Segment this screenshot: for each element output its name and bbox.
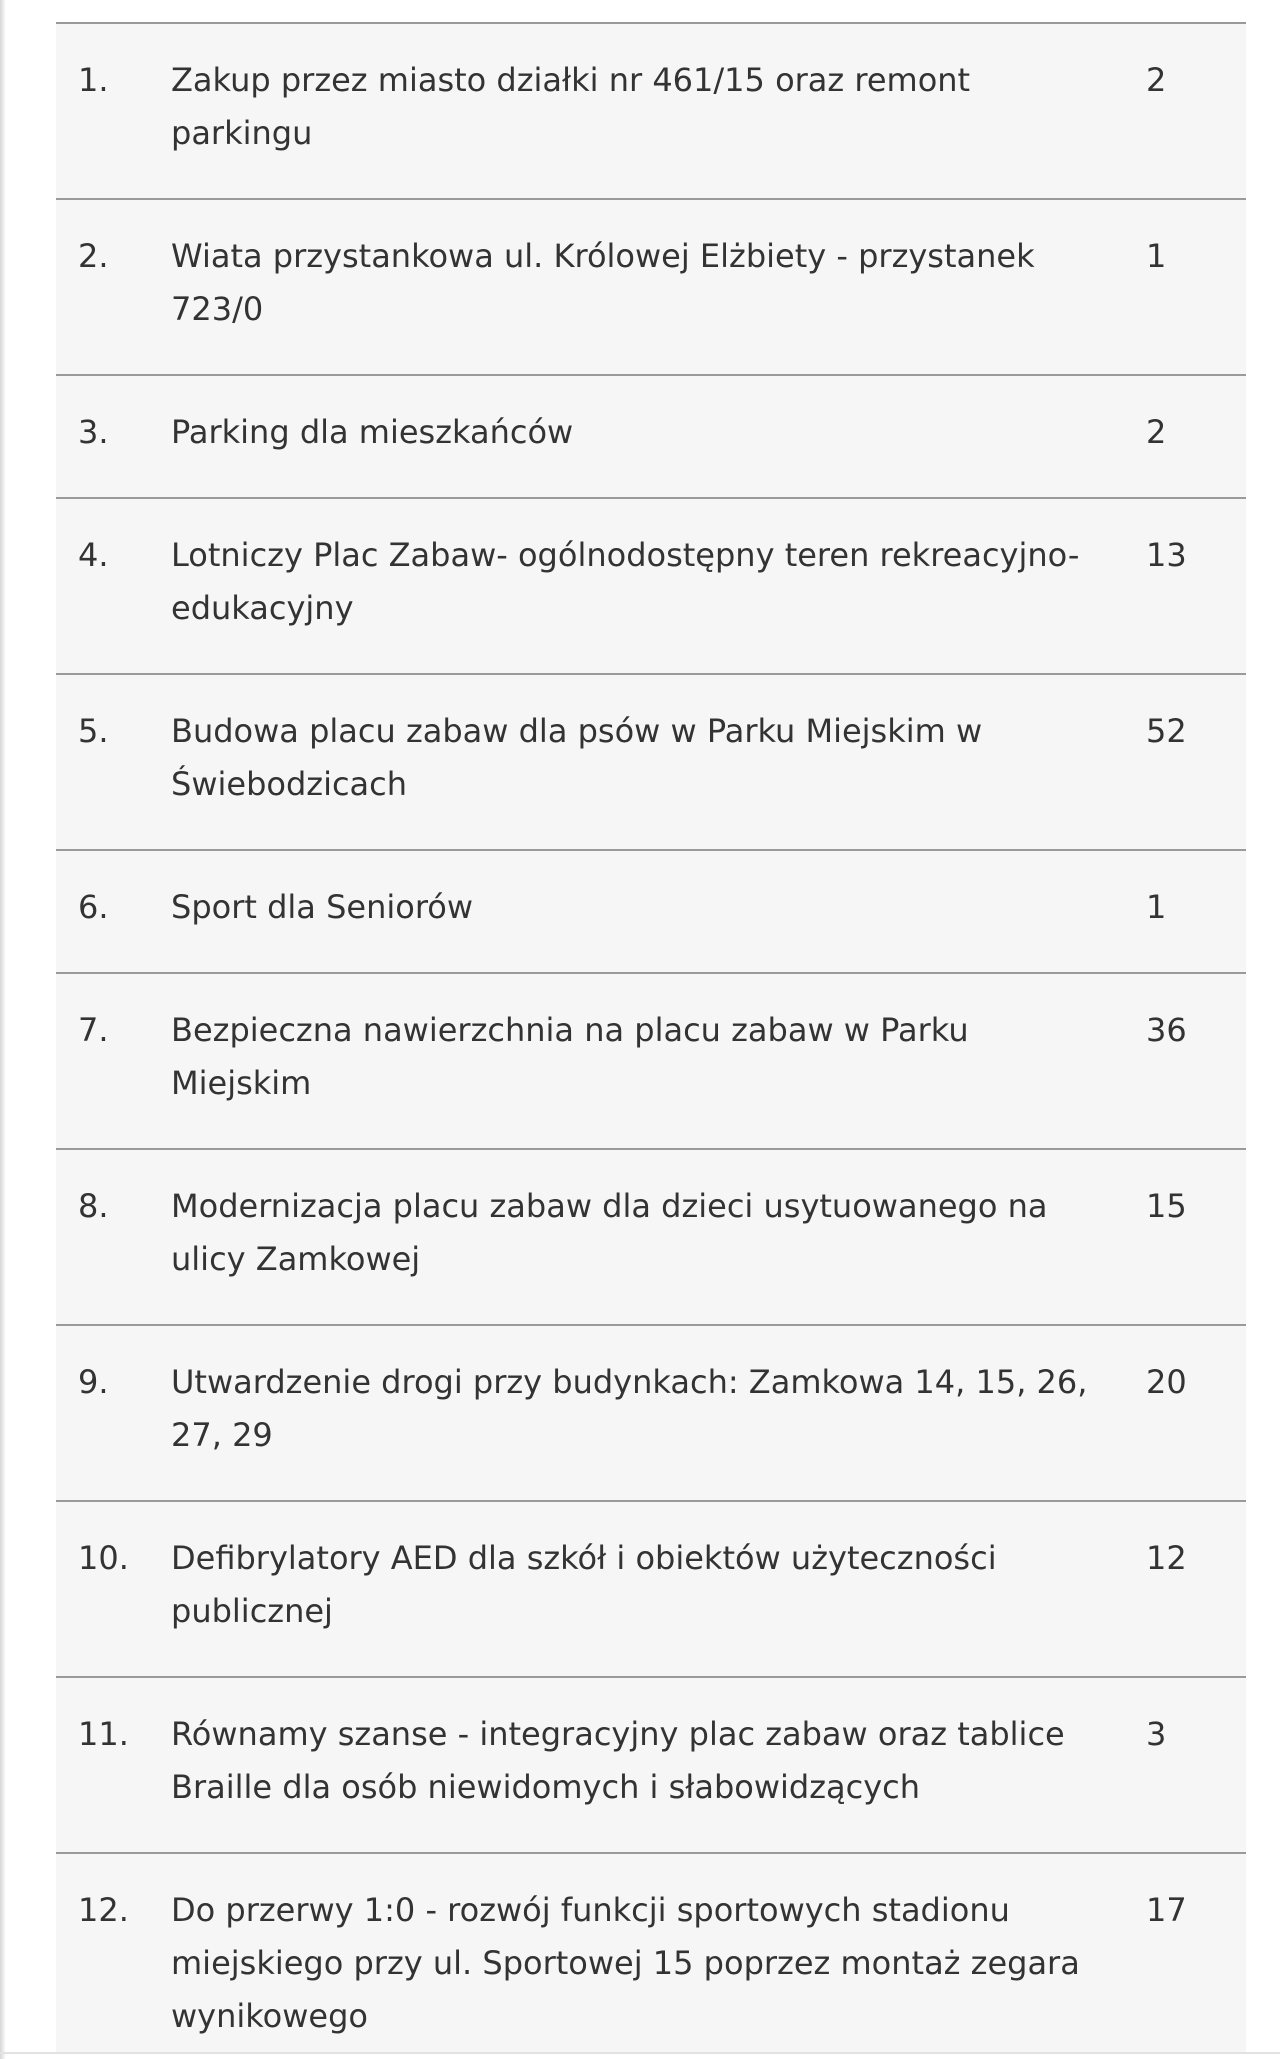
row-number: 9.: [78, 1363, 109, 1401]
projects-table: [56, 22, 1246, 2054]
table-row: [56, 376, 1246, 499]
table-row: [56, 851, 1246, 974]
table-row: [56, 499, 1246, 675]
table-row: [56, 1854, 1246, 2054]
row-number: 3.: [78, 413, 109, 451]
project-name: Do przerwy 1:0 - rozwój funkcji sportowych stadionu miejskiego przy ul. Sportowej 15 poprzez montaż zegara wynikowego: [171, 1891, 1080, 2035]
vote-count: 3: [1146, 1715, 1167, 1753]
vote-count: 2: [1146, 61, 1167, 99]
project-name: Modernizacja placu zabaw dla dzieci usytuowanego na ulicy Zamkowej: [171, 1187, 1048, 1278]
project-name: Utwardzenie drogi przy budynkach: Zamkowa 14, 15, 26, 27, 29: [171, 1363, 1088, 1454]
project-name: Równamy szanse - integracyjny plac zabaw oraz tablice Braille dla osób niewidomych i słabowidzących: [171, 1715, 1065, 1806]
row-number: 11.: [78, 1715, 129, 1753]
vote-count: 12: [1146, 1539, 1187, 1577]
row-number: 6.: [78, 888, 109, 926]
table-row: [56, 200, 1246, 376]
table-row: [56, 974, 1246, 1150]
row-number: 8.: [78, 1187, 109, 1225]
project-name: Bezpieczna nawierzchnia na placu zabaw w Parku Miejskim: [171, 1011, 969, 1102]
row-number: 5.: [78, 712, 109, 750]
table-row: [56, 1326, 1246, 1502]
vote-count: 1: [1146, 888, 1167, 926]
project-name: Zakup przez miasto działki nr 461/15 oraz remont parkingu: [171, 61, 971, 152]
project-name: Lotniczy Plac Zabaw- ogólnodostępny teren rekreacyjno- edukacyjny: [171, 536, 1080, 627]
vote-count: 2: [1146, 413, 1167, 451]
vote-count: 13: [1146, 536, 1187, 574]
row-number: 1.: [78, 61, 109, 99]
table-row: [56, 1502, 1246, 1678]
vote-count: 52: [1146, 712, 1187, 750]
vote-count: 1: [1146, 237, 1167, 275]
table-row: [56, 1150, 1246, 1326]
project-name: Budowa placu zabaw dla psów w Parku Miejskim w Świebodzicach: [171, 712, 983, 803]
row-number: 10.: [78, 1539, 129, 1577]
table-row: [56, 24, 1246, 200]
left-edge-shadow: [0, 0, 6, 2059]
vote-count: 15: [1146, 1187, 1187, 1225]
table-row: [56, 1678, 1246, 1854]
vote-count: 20: [1146, 1363, 1187, 1401]
vote-count: 36: [1146, 1011, 1187, 1049]
row-number: 12.: [78, 1891, 129, 1929]
page-bottom-divider: [0, 2052, 1280, 2054]
project-name: Sport dla Seniorów: [171, 888, 474, 926]
row-number: 4.: [78, 536, 109, 574]
project-name: Defibrylatory AED dla szkół i obiektów użyteczności publicznej: [171, 1539, 997, 1630]
project-name: Parking dla mieszkańców: [171, 413, 574, 451]
vote-count: 17: [1146, 1891, 1187, 1929]
row-number: 2.: [78, 237, 109, 275]
project-name: Wiata przystankowa ul. Królowej Elżbiety - przystanek 723/0: [171, 237, 1035, 328]
row-number: 7.: [78, 1011, 109, 1049]
table-row: [56, 675, 1246, 851]
